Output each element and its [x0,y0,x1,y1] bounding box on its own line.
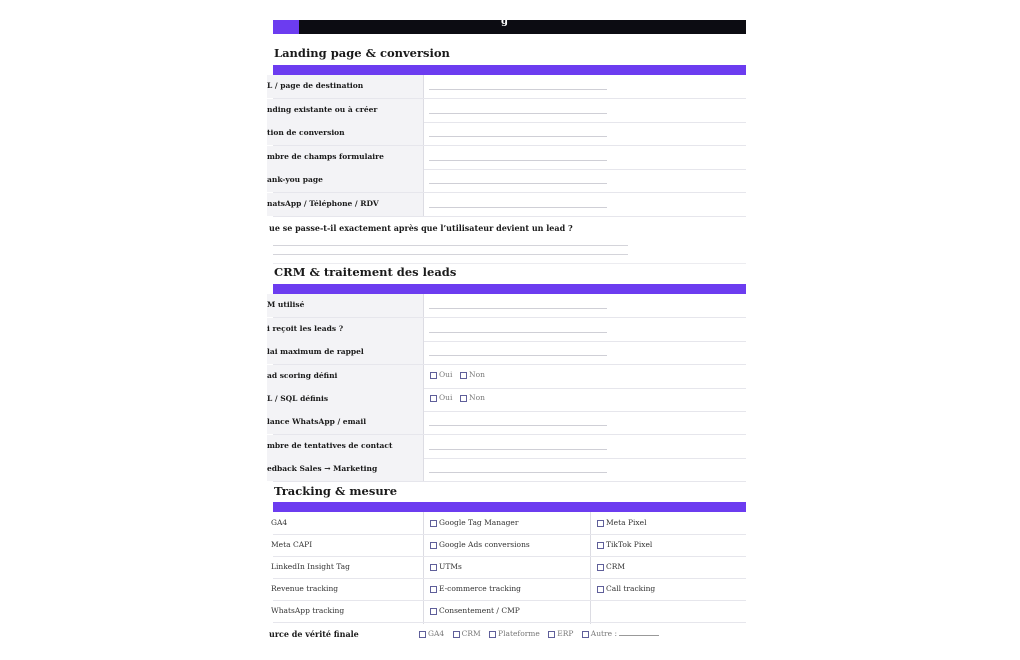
checkbox-icon[interactable] [419,631,426,638]
tracking-item[interactable]: TikTok Pixel [597,540,652,549]
header-accent [273,20,299,34]
row-label: lai maximum de rappel [267,347,364,356]
yes-option[interactable]: Oui [430,370,452,379]
answer-line[interactable] [273,245,628,246]
source-of-truth-options [419,629,665,638]
answer-line[interactable] [429,332,607,333]
tracking-item[interactable]: CRM [597,562,625,571]
crm-row [267,341,746,365]
checkbox-icon[interactable] [430,564,437,571]
no-option[interactable]: Non [460,393,485,402]
tracking-item[interactable]: Google Ads conversions [430,540,530,549]
answer-line[interactable] [429,160,607,161]
tracking-row [273,556,746,579]
row-label: L / page de destination [267,81,364,90]
answer-line[interactable] [429,472,607,473]
source-option[interactable]: CRM [453,629,481,638]
section-bar-landing [273,65,746,75]
tracking-item[interactable]: Meta CAPI [271,540,313,549]
crm-row [267,411,746,435]
checkbox-icon[interactable] [548,631,555,638]
checkbox-icon[interactable] [430,372,437,379]
row-label: L / SQL définis [267,394,329,403]
source-option[interactable]: Autre : [582,629,660,638]
tracking-item[interactable]: Revenue tracking [271,584,339,593]
answer-line[interactable] [273,254,628,255]
row-label: natsApp / Téléphone / RDV [267,199,379,208]
row-label: tion de conversion [267,128,345,137]
form-page [267,0,746,660]
tracking-row [273,578,746,601]
answer-line[interactable] [429,136,607,137]
tracking-item[interactable]: GA4 [271,518,288,527]
checkbox-icon[interactable] [430,542,437,549]
tracking-row [273,534,746,557]
crm-row [267,294,746,318]
section-title-landing: Landing page & conversion [274,46,450,60]
answer-line[interactable] [429,207,607,208]
source-of-truth-label: urce de vérité finale [269,629,359,639]
answer-line[interactable] [429,355,607,356]
tracking-item[interactable]: Google Tag Manager [430,518,518,527]
landing-row [267,146,746,170]
checkbox-icon[interactable] [430,395,437,402]
checkbox-icon[interactable] [597,520,604,527]
checkbox-icon[interactable] [582,631,589,638]
landing-row [267,99,746,123]
other-blank[interactable] [619,635,659,636]
checkbox-icon[interactable] [597,564,604,571]
answer-line[interactable] [429,89,607,90]
row-label: edback Sales → Marketing [267,464,378,473]
header-title-fragment: g [501,16,508,27]
landing-row [267,193,746,217]
section-title-crm: CRM & traitement des leads [274,265,457,279]
crm-row [267,435,746,459]
row-label: nding existante ou à créer [267,105,378,114]
row-label: i reçoit les leads ? [267,324,344,333]
tracking-row [273,600,746,623]
landing-row [267,75,746,99]
checkbox-icon[interactable] [489,631,496,638]
question-text: ue se passe-t-il exactement après que l’utilisateur devient un lead ? [269,223,573,233]
source-option[interactable]: Plateforme [489,629,540,638]
crm-row [267,365,746,389]
tracking-item[interactable]: E-commerce tracking [430,584,521,593]
source-option[interactable]: GA4 [419,629,444,638]
answer-line[interactable] [429,449,607,450]
checkbox-icon[interactable] [453,631,460,638]
crm-row [267,458,746,482]
row-label: lance WhatsApp / email [267,417,367,426]
crm-row [267,388,746,412]
landing-row [267,169,746,193]
source-option[interactable]: ERP [548,629,573,638]
answer-line[interactable] [429,425,607,426]
tracking-item[interactable]: Meta Pixel [597,518,647,527]
row-label: mbre de champs formulaire [267,152,384,161]
tracking-row [273,512,746,535]
answer-line[interactable] [429,183,607,184]
row-label: ank-you page [267,175,323,184]
checkbox-icon[interactable] [460,395,467,402]
tracking-item[interactable]: WhatsApp tracking [271,606,345,615]
divider [273,263,746,264]
answer-line[interactable] [429,308,607,309]
checkbox-icon[interactable] [430,608,437,615]
tracking-item[interactable]: UTMs [430,562,462,571]
no-option[interactable]: Non [460,370,485,379]
checkbox-icon[interactable] [430,520,437,527]
page-header-bar [273,16,746,34]
checkbox-icon[interactable] [597,586,604,593]
landing-row [267,122,746,146]
section-bar-tracking [273,502,746,512]
answer-line[interactable] [429,113,607,114]
checkbox-icon[interactable] [597,542,604,549]
section-bar-crm [273,284,746,294]
yes-option[interactable]: Oui [430,393,452,402]
row-label: ad scoring défini [267,371,338,380]
checkbox-icon[interactable] [460,372,467,379]
tracking-item[interactable]: LinkedIn Insight Tag [271,562,350,571]
crm-row [267,318,746,342]
checkbox-icon[interactable] [430,586,437,593]
row-label: mbre de tentatives de contact [267,441,393,450]
section-title-tracking: Tracking & mesure [274,484,398,498]
tracking-item[interactable]: Call tracking [597,584,655,593]
tracking-item[interactable]: Consentement / CMP [430,606,520,615]
row-label: M utilisé [267,300,305,309]
